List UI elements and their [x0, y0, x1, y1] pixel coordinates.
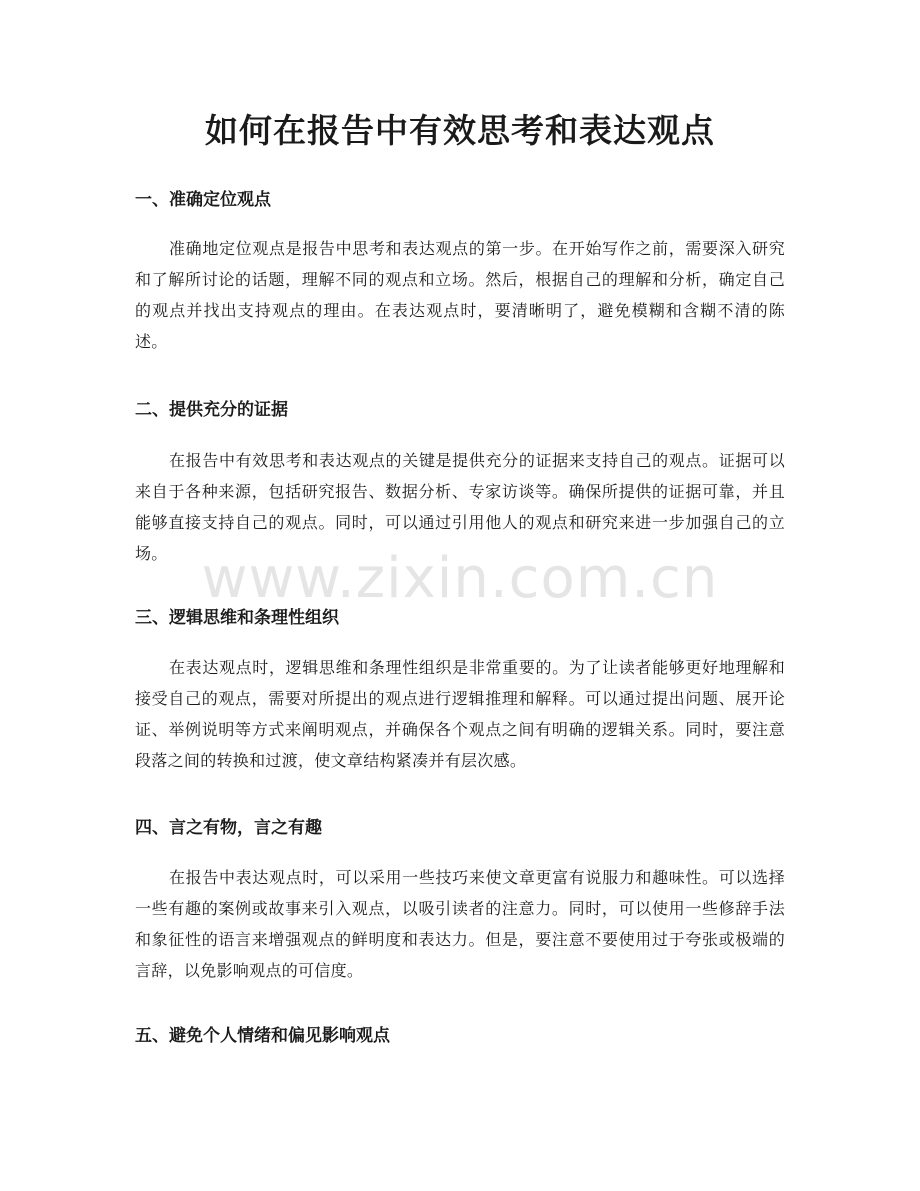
section-1-paragraph: 准确地定位观点是报告中思考和表达观点的第一步。在开始写作之前，需要深入研究和了解所讨论的话题，理解不同的观点和立场。然后，根据自己的理解和分析，确定自己的观点并找出支持观点的理由。在表达观点时，要清晰明了，避免模糊和含糊不清的陈述。 [135, 239, 785, 351]
section-1-heading: 一、准确定位观点 [135, 190, 271, 210]
section-4-heading: 四、言之有物，言之有趣 [135, 818, 322, 838]
watermark: www.zixin.com.cn [201, 546, 719, 611]
section-3-paragraph: 在表达观点时，逻辑思维和条理性组织是非常重要的。为了让读者能够更好地理解和接受自己的观点，需要对所提出的观点进行逻辑推理和解释。可以通过提出问题、展开论证、举例说明等方式来阐明观点，并确保各个观点之间有明确的逻辑关系。同时，要注意段落之间的转换和过渡，使文章结构紧凑并有层次感。 [135, 658, 785, 770]
section-2-heading: 二、提供充分的证据 [135, 400, 288, 420]
section-4-paragraph: 在报告中表达观点时，可以采用一些技巧来使文章更富有说服力和趣味性。可以选择一些有趣的案例或故事来引入观点，以吸引读者的注意力。同时，可以使用一些修辞手法和象征性的语言来增强观点的鲜明度和表达力。但是，要注意不要使用过于夸张或极端的言辞，以免影响观点的可信度。 [135, 868, 785, 980]
document-title: 如何在报告中有效思考和表达观点 [205, 111, 715, 150]
section-2-paragraph: 在报告中有效思考和表达观点的关键是提供充分的证据来支持自己的观点。证据可以来自于各种来源，包括研究报告、数据分析、专家访谈等。确保所提供的证据可靠，并且能够直接支持自己的观点。同时，可以通过引用他人的观点和研究来进一步加强自己的立场。 [135, 451, 785, 563]
section-3-heading: 三、逻辑思维和条理性组织 [135, 608, 339, 628]
section-5-heading: 五、避免个人情绪和偏见影响观点 [135, 1026, 390, 1046]
